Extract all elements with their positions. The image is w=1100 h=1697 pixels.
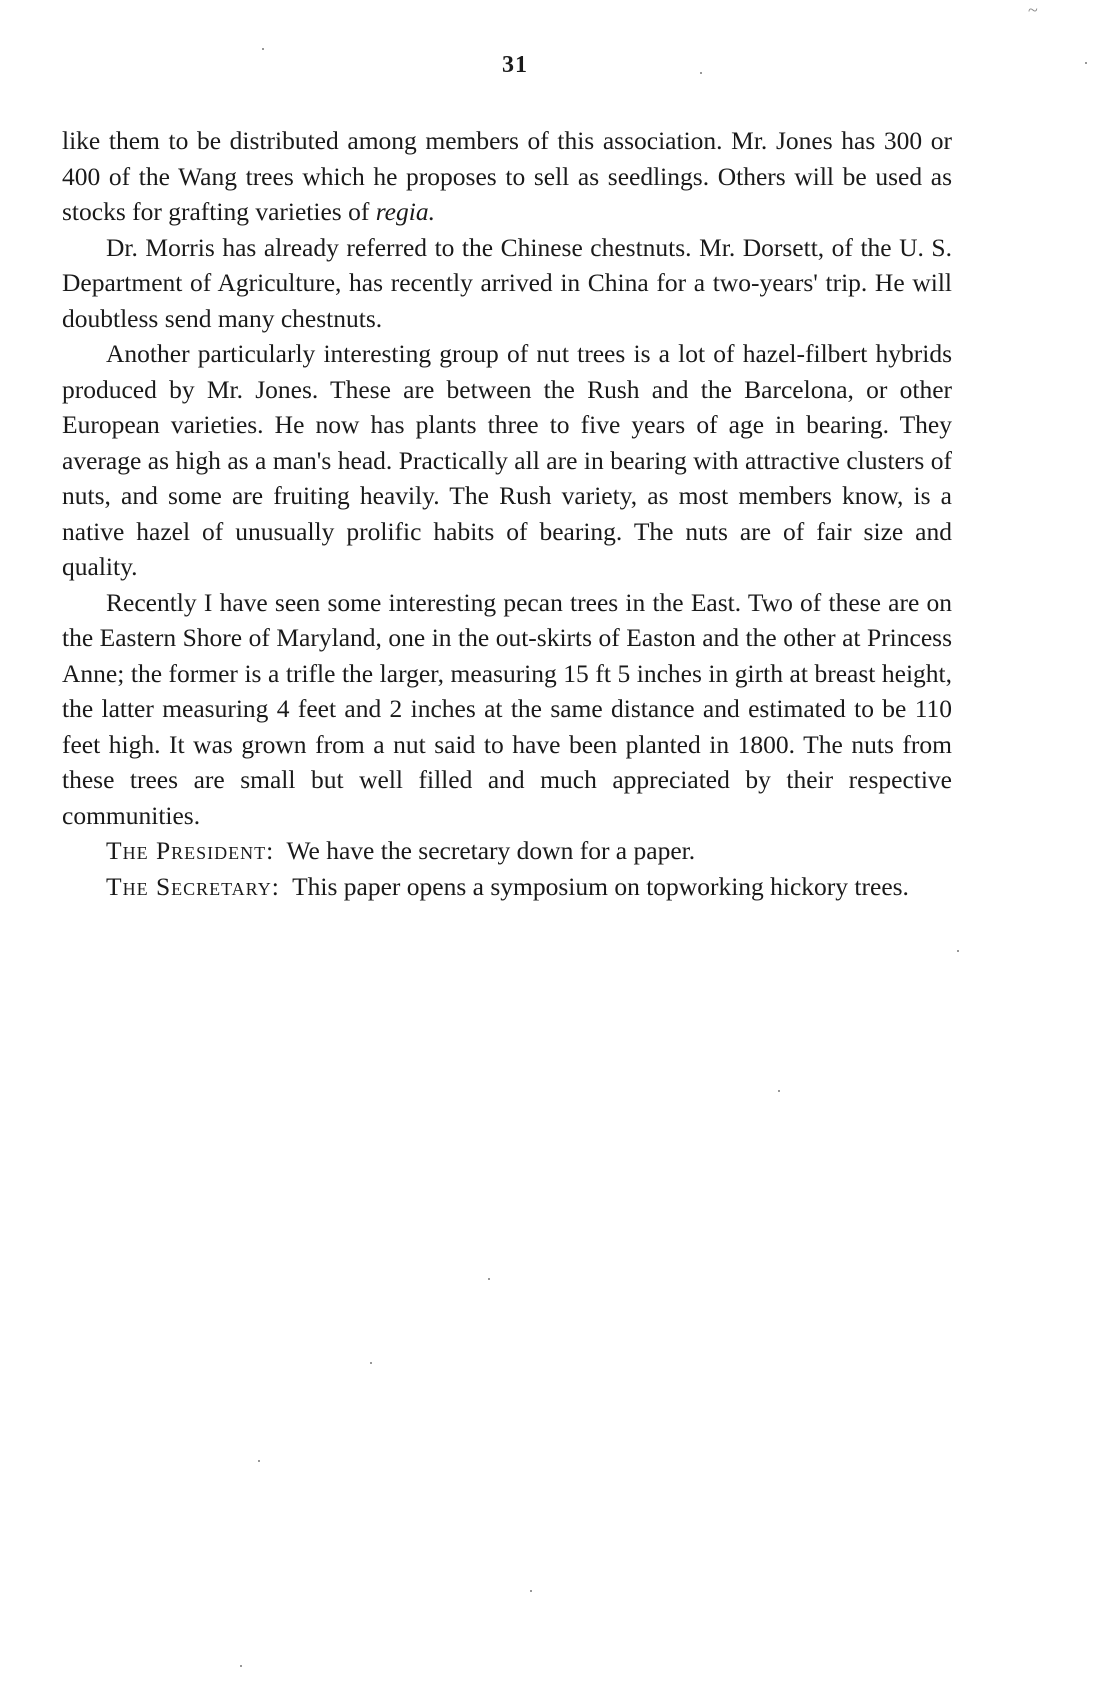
- paragraph-2: Dr. Morris has already referred to the Chinese chestnuts. Mr. Dorsett, of the U. S. Department of Agriculture, has recently arrived in China for a two-years' trip. He will doubtless send many chestnuts.: [62, 232, 952, 333]
- paragraph-3: Another particularly interesting group of nut trees is a lot of hazel-filbert hybrids produced by Mr. Jones. These are between the Rush and the Barcelona, or other European varieties. He now has plants three to five years of age in bearing. They average as high as a man's head. Practically all are in bearing with attractive clusters of nuts, and some are fruiting heavily. The Rush variety, as most members know, is a native hazel of unusually prolific habits of bearing. The nuts are of fair size and quality.: [62, 339, 952, 581]
- scan-speck: [1085, 62, 1087, 64]
- paragraph-1-text: like them to be distributed among members of this association. Mr. Jones has 300 or 400 of the Wang trees which he proposes to sell as seedlings. Others will be used as stocks for grafting varieties of: [62, 126, 952, 226]
- paragraph-1: [62, 123, 952, 230]
- scan-speck: [262, 48, 264, 50]
- scan-speck: [700, 72, 702, 74]
- speaker-president: The President:: [106, 836, 275, 865]
- scan-mark-tilde: ~: [1028, 0, 1038, 20]
- scan-speck: [488, 1278, 490, 1280]
- dialogue-secretary-text: This paper opens a symposium on topworking hickory trees.: [292, 871, 909, 901]
- paragraph-1-italic-term: regia.: [375, 197, 435, 226]
- page-number: 31: [502, 52, 528, 78]
- paragraph-4: Recently I have seen some interesting pecan trees in the East. Two of these are on the Eastern Shore of Maryland, one in the out-skirts of Easton and the other at Princess Anne; the former is a trifle the larger, measuring 15 ft 5 inches in girth at breast height, the latter measuring 4 feet and 2 inches at the same distance and estimated to be 110 feet high. It was grown from a nut said to have been planted in 1800. The nuts from these trees are small but well filled and much appreciated by their respective communities.: [62, 587, 952, 830]
- scan-speck: [370, 1362, 372, 1364]
- scan-speck: [258, 1460, 260, 1462]
- scan-speck: [530, 1590, 532, 1592]
- speaker-secretary: The Secretary:: [106, 871, 280, 901]
- scan-speck: [778, 1090, 780, 1092]
- dialogue-secretary: [62, 869, 952, 905]
- body-text: [62, 123, 952, 904]
- scan-speck: [240, 1665, 242, 1667]
- dialogue-president-text: We have the secretary down for a paper.: [286, 836, 696, 865]
- scan-speck: [957, 950, 959, 952]
- dialogue-president: [62, 833, 952, 869]
